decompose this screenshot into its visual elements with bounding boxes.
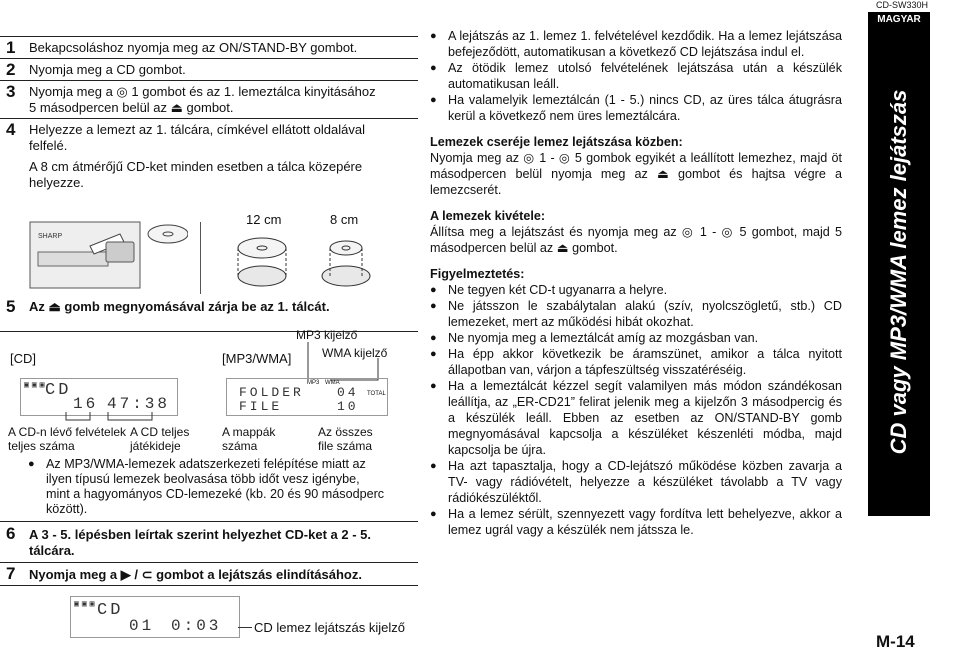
lcd-mode-text: CD [45,381,72,400]
page-number: M-14 [876,632,915,651]
warning-item: ● Ne tegyen két CD-t ugyanarra a helyre. [430,282,842,298]
step-note-line1: A 8 cm átmérőjű CD-ket minden esetben a tálca közepére [29,159,363,174]
warning-item: ● Ha a lemez sérült, szennyezett vagy fordítva lett behelyezve, akkor a lemez ugrál vagy a készülék nem játssza le. [430,506,842,538]
lcd-elapsed-time: 0:03 [171,617,222,635]
disc-icons: ▣▣▣ [24,381,48,390]
caption-cd-track-count: A CD-n lévő felvételek teljes száma [8,425,127,453]
language-label: MAGYAR [877,14,921,25]
change-heading: Lemezek cseréje lemez lejátszása közben: [430,135,683,149]
change-text: Nyomja meg az ◎ 1 - ◎ 5 gombok egyikét a leállított lemezhez, majd öt másodpercen belül nyomja meg az ⏏ gombot és hajtsa végre a lemezcserét. [430,151,842,197]
remove-heading: A lemezek kivétele: [430,209,546,223]
lcd-file-text: FILE [239,399,283,414]
step-number: 3 [6,82,16,101]
warning-item: ● Ha azt tapasztalja, hogy a CD-lejátszó működése közben zavarja a TV- vagy rádióvételt, helyezze a készüléket távolabb a TV vagy rádiókészüléktől. [430,458,842,506]
warning-item: ● Ha épp akkor következik be áramszünet, amikor a tálca nyitott állapotban van, várjon a tápfeszültség visszatéréséig. [430,346,842,378]
step-number: 6 [6,524,16,543]
wma-indicator-label: WMA kijelző [322,346,388,360]
side-title: CD vagy MP3/WMA lemez lejátszás [886,89,911,455]
lcd-total-time: 47:38 [107,395,171,413]
warning-heading: Figyelmeztetés: [430,267,525,281]
steps-list [0,36,418,190]
step-text-line2: tálcára. [29,543,75,558]
wma-tag: WMA [325,380,340,386]
step-note-line2: helyezze. [29,175,84,190]
step-text: Bekapcsoláshoz nyomja meg az ON/STAND-BY gombot. [29,40,358,55]
mp3-loading-note: ● Az MP3/WMA-lemezek adatszerkezeti felépítése miatt az ilyen típusú lemezek beolvasása több időt vesz igénybe, mint a hagyományos CD-lemezeké (kb. 20 és 90 másodperc között). [28,457,432,517]
lcd-track-number: 01 [129,617,155,635]
mp3-indicator-label: MP3 kijelző [296,328,358,342]
svg-text:SHARP: SHARP [38,233,63,240]
right-column [430,28,842,538]
mp3-lcd-display [226,378,388,416]
step-3 [0,81,418,119]
warning-item: ● Ne nyomja meg a lemeztálcát amíg az mozgásban van. [430,330,842,346]
language-tab [868,12,930,28]
disc-size-12cm: 12 cm [246,212,282,227]
lcd-folder-number: 04 [337,385,359,400]
cd-lcd-brackets [60,410,160,424]
total-tag: TOTAL [367,391,386,397]
playback-indicator-arrow [238,627,252,628]
step-text: Nyomja meg a CD gombot. [29,62,186,77]
step-7 [0,563,418,586]
step-text-line1: Helyezze a lemezt az 1. tálcára, címkével ellátott oldalával [29,122,365,137]
step-text-line2: 5 másodpercen belül az ⏏ gombot. [29,100,234,115]
cd-display-label: [CD] [10,351,36,366]
step-5 [0,296,418,316]
step-number: 5 [6,297,16,316]
model-number: CD-SW330H [876,0,929,10]
step-text-line1: Nyomja meg a ◎ 1 gombot és az 1. lemeztálca kinyitásához [29,84,376,99]
step-text-line1: A 3 - 5. lépésben leírtak szerint helyezhet CD-ket a 2 - 5. [29,527,371,542]
bullet-playback-start: ● A lejátszás az 1. lemez 1. felvételével kezdődik. Ha a lemez lejátszása befejeződött, automatikusan a következő CD lejátszása indul el. [430,28,842,60]
mp3-display-label: [MP3/WMA] [222,351,292,366]
disc-size-8cm: 8 cm [330,212,359,227]
step-number: 4 [6,120,16,139]
cd-playback-indicator-label: CD lemez lejátszás kijelző [254,620,405,635]
step-text: Nyomja meg a ▶ / ⊂ gombot a lejátszás elindításához. [29,567,362,582]
playback-lcd-display [70,596,240,638]
caption-folders: A mappák száma [222,425,276,453]
step-text: Az ⏏ gomb megnyomásával zárja be az 1. tálcát. [29,299,330,314]
step-2 [0,59,418,81]
indicator-pointer-lines [300,340,390,382]
bullet-empty-tray: ● Ha valamelyik lemeztálcán (1 - 5.) nincs CD, az üres tálca átugrásra kerül a következő nem üres lemeztálcára. [430,92,842,124]
lcd-track-count: 16 [73,395,99,413]
tray-illustration-12cm [228,228,298,292]
step-number: 2 [6,60,16,79]
divider-line [200,222,201,294]
caption-total-files: Az összes file száma [318,425,373,453]
step-1 [0,37,418,59]
mp3-tag: MP3 [307,380,320,386]
cd-player-illustration [28,212,188,292]
lcd-file-number: 10 [337,399,359,414]
warning-item: ● Ne játsszon le szabálytalan alakú (szív, nyolcszögletű, stb.) CD lemezeket, mert az működési hibát okozhat. [430,298,842,330]
step-6 [0,521,418,563]
remove-text: Állítsa meg a lejátszást és nyomja meg az ◎ 1 - ◎ 5 gombot, majd 5 másodpercen belül az ⏏ gombot. [430,225,842,255]
disc-icons: ▣▣▣ [74,600,98,609]
step-text-line2: felfelé. [29,138,68,153]
caption-cd-total-time: A CD teljes játékideje [130,425,190,453]
step-number: 7 [6,564,16,583]
lcd-mode-text: CD [97,601,124,620]
tray-illustration-8cm [312,228,382,292]
lcd-folder-text: FOLDER [239,385,304,400]
warning-item: ● Ha a lemeztálcát kézzel segít valamilyen más módon szándékosan leállítja, az „ER-CD21” felirat jelenik meg a kijelzőn 3 másodpercig és a készülék leáll. Ebben az esetben az ON/STAND-BY gomb megnyomásával kapcsolja a készüléket készenléti módba, majd kapcsolja be újra. [430,378,842,458]
step-number: 1 [6,38,16,57]
bullet-auto-stop: ● Az ötödik lemez utolsó felvételének lejátszása után a készülék automatikusan leáll. [430,60,842,92]
